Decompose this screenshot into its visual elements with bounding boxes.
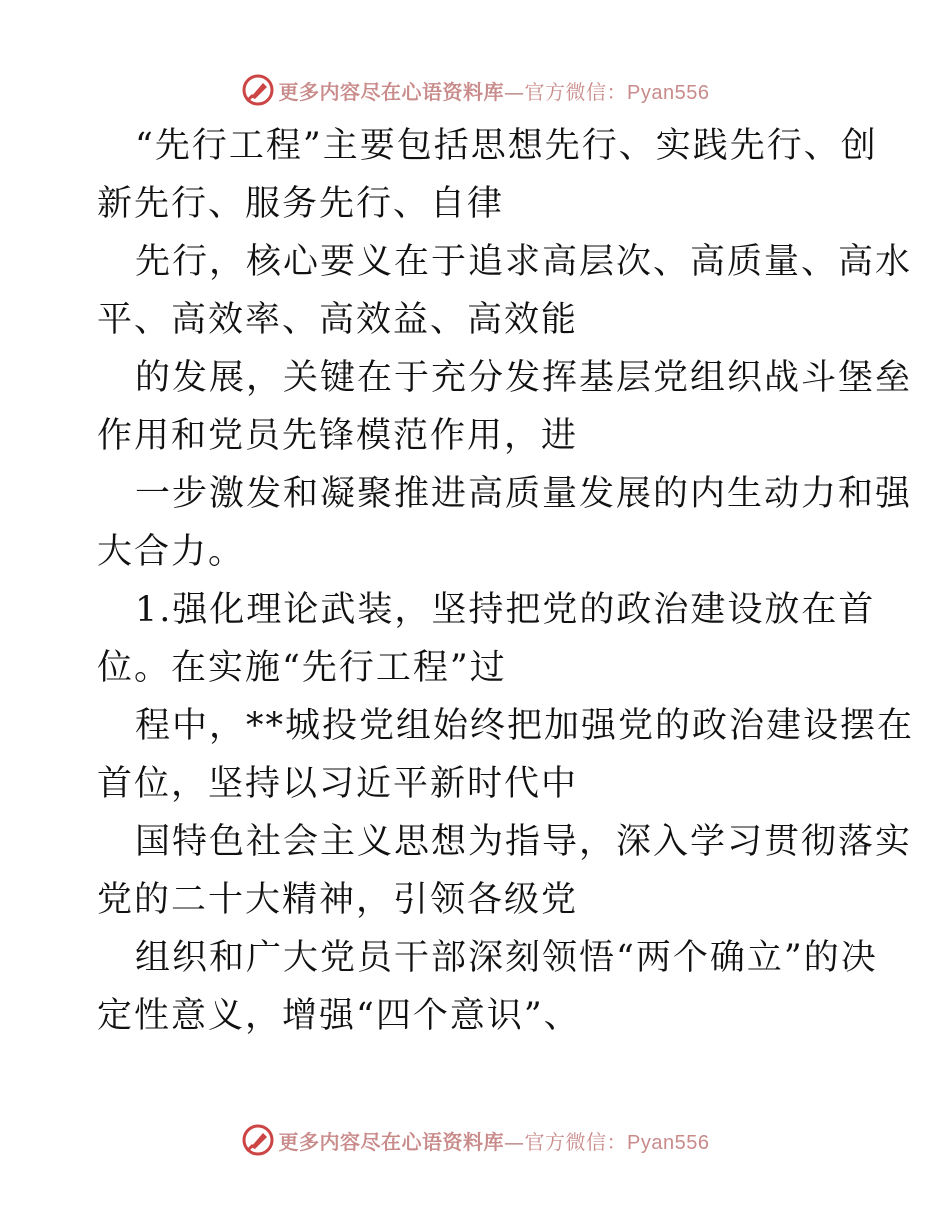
text-line: 1.强化理论武装，坚持把党的政治建设放在首	[135, 590, 876, 630]
text-line: 平、高效率、高效益、高效能	[97, 300, 579, 340]
text-line: 党的二十大精神，引领各级党	[97, 880, 579, 920]
text-line: 程中，**城投党组始终把加强党的政治建设摆在	[135, 706, 915, 746]
text-line: 组织和广大党员干部深刻领悟“两个确立”的决	[135, 938, 878, 978]
pen-nib-logo-icon	[241, 1123, 275, 1157]
text-line: 一步激发和凝聚推进高质量发展的内生动力和强	[135, 474, 913, 514]
document-body	[97, 117, 915, 1045]
text-line: 新先行、服务先行、自律	[97, 184, 505, 224]
header-watermark	[0, 70, 950, 110]
watermark-text: 更多内容尽在心语资料库—官方微信：Pyan556	[278, 79, 710, 104]
text-line: 国特色社会主义思想为指导，深入学习贯彻落实	[135, 822, 913, 862]
pen-nib-logo-icon	[241, 73, 275, 107]
text-line: 定性意义，增强“四个意识”、	[97, 996, 581, 1036]
text-line: 先行，核心要义在于追求高层次、高质量、高水	[135, 242, 913, 282]
text-line: 首位，坚持以习近平新时代中	[97, 764, 579, 804]
text-line: 位。在实施“先行工程”过	[97, 648, 507, 688]
text-line: 作用和党员先锋模范作用，进	[97, 416, 579, 456]
text-line: “先行工程”主要包括思想先行、实践先行、创	[135, 126, 878, 166]
watermark-text: 更多内容尽在心语资料库—官方微信：Pyan556	[278, 1129, 710, 1154]
text-line: 大合力。	[97, 532, 246, 572]
footer-watermark	[0, 1120, 950, 1160]
text-line: 的发展，关键在于充分发挥基层党组织战斗堡垒	[135, 358, 913, 398]
